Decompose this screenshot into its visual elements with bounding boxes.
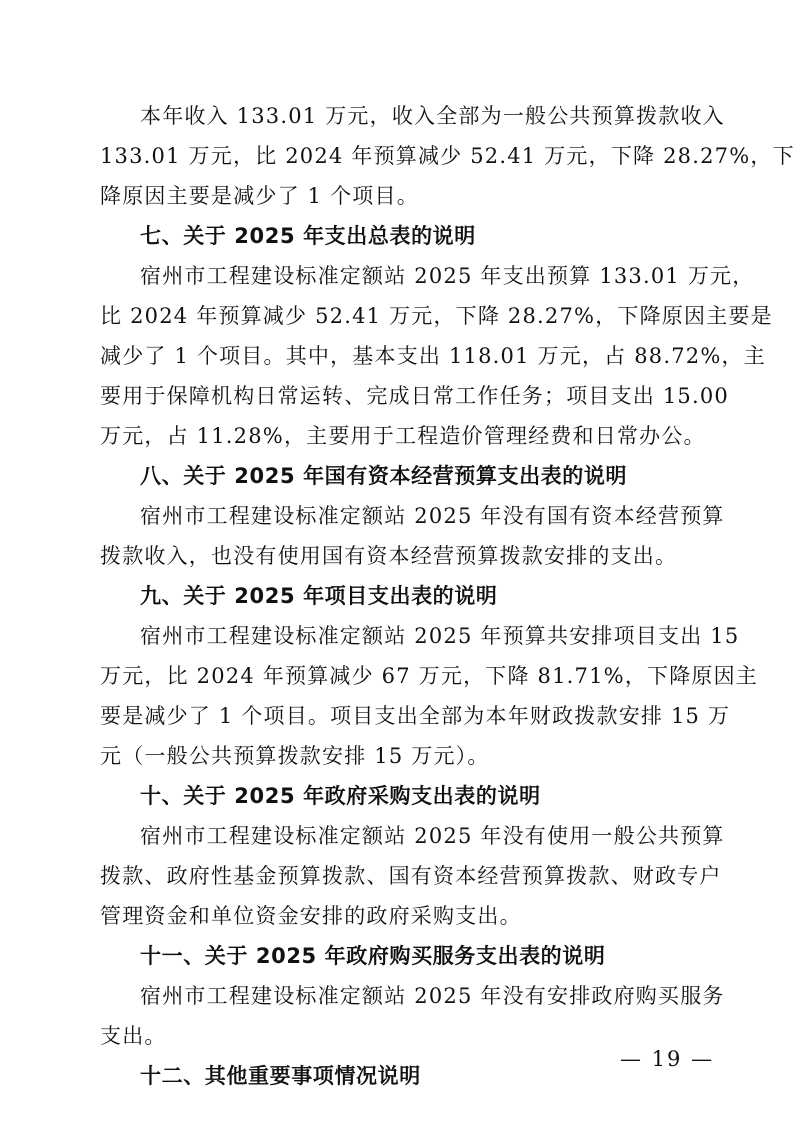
- paragraph-line: 133.01 万元，比 2024 年预算减少 52.41 万元，下降 28.27%，下: [100, 144, 795, 168]
- paragraph-line: 宿州市工程建设标准定额站 2025 年没有安排政府购买服务: [140, 984, 725, 1008]
- paragraph-line: 比 2024 年预算减少 52.41 万元，下降 28.27%，下降原因主要是: [100, 304, 773, 328]
- paragraph-line: 元（一般公共预算拨款安排 15 万元）。: [100, 744, 490, 768]
- section-heading: 十二、其他重要事项情况说明: [140, 1064, 421, 1088]
- section-heading: 十一、关于 2025 年政府购买服务支出表的说明: [140, 944, 606, 968]
- paragraph-line: 要是减少了 1 个项目。项目支出全部为本年财政拨款安排 15 万: [100, 704, 731, 728]
- paragraph-line: 支出。: [100, 1024, 167, 1048]
- paragraph-line: 减少了 1 个项目。其中，基本支出 118.01 万元，占 88.72%，主: [100, 344, 766, 368]
- section-heading: 十、关于 2025 年政府采购支出表的说明: [140, 784, 541, 808]
- section-heading: 八、关于 2025 年国有资本经营预算支出表的说明: [140, 464, 628, 488]
- paragraph-line: 降原因主要是减少了 1 个项目。: [100, 184, 419, 208]
- paragraph-line: 本年收入 133.01 万元，收入全部为一般公共预算拨款收入: [140, 104, 725, 128]
- section-heading: 九、关于 2025 年项目支出表的说明: [140, 584, 498, 608]
- paragraph-line: 拨款、政府性基金预算拨款、国有资本经营预算拨款、财政专户: [100, 864, 722, 888]
- paragraph-line: 要用于保障机构日常运转、完成日常工作任务；项目支出 15.00: [100, 384, 729, 408]
- paragraph-line: 拨款收入，也没有使用国有资本经营预算拨款安排的支出。: [100, 544, 678, 568]
- paragraph-line: 宿州市工程建设标准定额站 2025 年预算共安排项目支出 15: [140, 624, 740, 648]
- page-number: — 19 —: [620, 1047, 715, 1071]
- paragraph-line: 宿州市工程建设标准定额站 2025 年支出预算 133.01 万元，: [140, 264, 755, 288]
- paragraph-line: 万元，比 2024 年预算减少 67 万元，下降 81.71%，下降原因主: [100, 664, 759, 688]
- paragraph-line: 管理资金和单位资金安排的政府采购支出。: [100, 904, 522, 928]
- paragraph-line: 宿州市工程建设标准定额站 2025 年没有使用一般公共预算: [140, 824, 725, 848]
- paragraph-line: 万元，占 11.28%，主要用于工程造价管理经费和日常办公。: [100, 424, 706, 448]
- section-heading: 七、关于 2025 年支出总表的说明: [140, 224, 476, 248]
- paragraph-line: 宿州市工程建设标准定额站 2025 年没有国有资本经营预算: [140, 504, 725, 528]
